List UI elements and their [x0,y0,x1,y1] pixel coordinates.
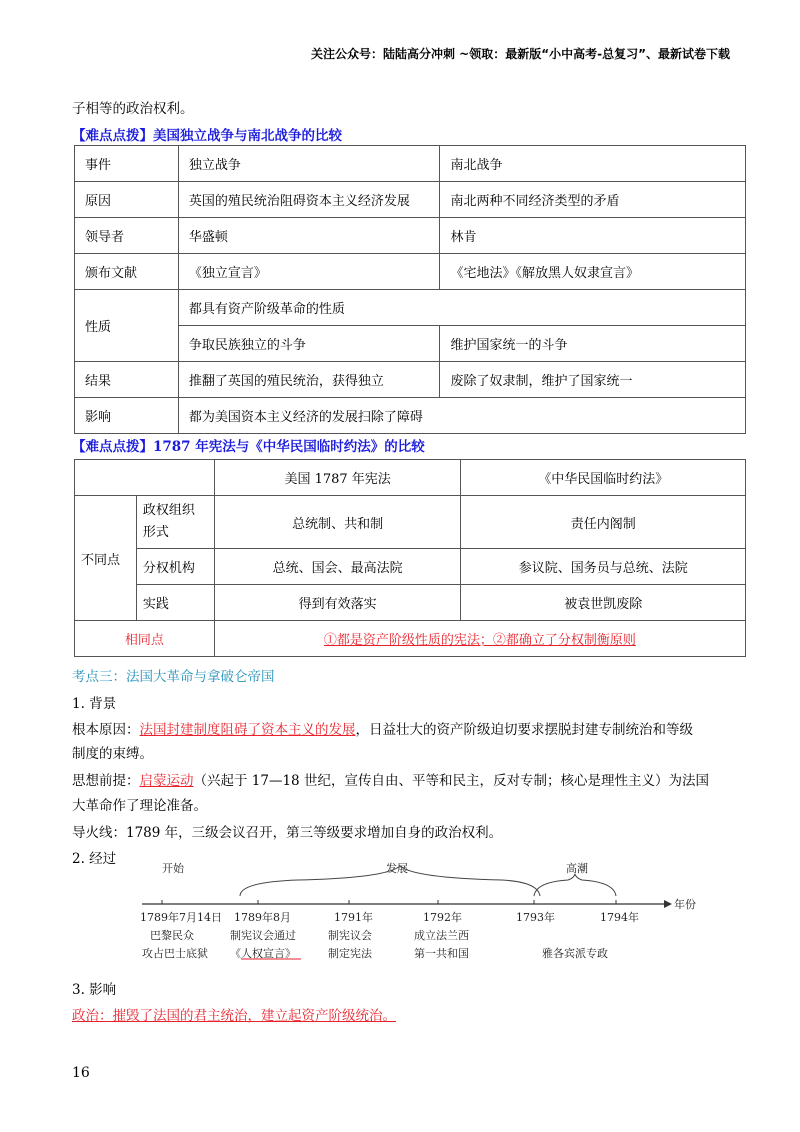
root-cause-line [72,718,693,738]
table-cell: 参议院、国务员与总统、法院 [461,549,746,585]
table-cell: 争取民族独立的斗争 [178,326,440,362]
table-cell: 结果 [75,362,179,398]
timeline-date: 1794年 [600,911,639,924]
table-row [75,362,746,398]
table-cell: 废除了奴隶制，维护了国家统一 [440,362,746,398]
table-cell: 性质 [75,290,179,362]
timeline-event: 攻占巴士底狱 [142,947,208,960]
table-cell: 《中华民国临时约法》 [461,460,746,496]
table-cell: 事件 [75,146,179,182]
table-cell: 责任内阁制 [461,496,746,549]
comparison-table-constitutions [74,459,746,657]
timeline-date: 1793年 [516,911,555,924]
table-row [75,218,746,254]
table-cell [75,460,215,496]
subsection-title: 2. 经过 [72,851,117,867]
section-title: 考点三：法国大革命与拿破仑帝国 [72,669,275,685]
timeline-climax-label: 高潮 [566,862,588,875]
table-row [75,621,746,657]
timeline-event: 第一共和国 [414,947,469,960]
table-cell: ①都是资产阶级性质的宪法；②都确立了分权制衡原则 [214,621,745,657]
timeline-event: 制宪议会通过 [230,929,296,942]
timeline-event: 《人权宣言》 [230,947,296,960]
timeline-date: 1792年 [423,911,462,924]
timeline-axis-label: 年份 [674,898,696,911]
table-cell: 华盛顿 [178,218,440,254]
table-cell: 林肯 [440,218,746,254]
page-header: 关注公众号：陆陆高分冲刺 ~领取：最新版“小中高考-总复习”、最新试卷下载 [311,47,730,61]
table-cell: 英国的殖民统治阻碍资本主义经济发展 [178,182,440,218]
heading-independence-vs-civilwar: 【难点点拨】美国独立战争与南北战争的比较 [72,128,342,144]
timeline-event: 制定宪法 [328,947,372,960]
table-cell: 颁布文献 [75,254,179,290]
highlight: 启蒙运动 [139,773,194,789]
table-cell: 《宅地法》《解放黑人奴隶宣言》 [440,254,746,290]
timeline-date: 1789年7月14日 [140,911,222,924]
table-cell: 领导者 [75,218,179,254]
table-cell: 都具有资产阶级革命的性质 [178,290,745,326]
table-cell: 政权组织形式 [136,496,214,549]
timeline-date: 1791年 [334,911,373,924]
table-cell: 得到有效落实 [214,585,461,621]
table-cell: 影响 [75,398,179,434]
text-line: 子相等的政治权利。 [72,101,194,117]
timeline-figure [138,858,708,968]
table-row [75,254,746,290]
table-cell: 总统制、共和制 [214,496,461,549]
table-cell: 维护国家统一的斗争 [440,326,746,362]
subsection-title: 3. 影响 [72,982,117,998]
table-cell: 分权机构 [136,549,214,585]
table-cell: 独立战争 [178,146,440,182]
thought-line [72,769,709,789]
text: ，日益壮大的资产阶级迫切要求摆脱封建专制统治和等级 [355,722,693,738]
table-row [75,290,746,326]
table-row [75,182,746,218]
text-line: 导火线：1789 年，三级会议召开，第三等级要求增加自身的政治权利。 [72,825,503,841]
table-cell: 实践 [136,585,214,621]
timeline-event: 雅各宾派专政 [542,947,608,960]
label: 思想前提： [72,773,140,789]
timeline-event: 制宪议会 [328,929,372,942]
table-row [75,398,746,434]
timeline-start-label: 开始 [162,862,184,875]
page-number: 16 [72,1065,90,1081]
table-cell: 被袁世凯废除 [461,585,746,621]
highlight: 法国封建制度阻碍了资本主义的发展 [139,722,356,738]
table-cell: 不同点 [75,496,137,621]
table-cell: 南北战争 [440,146,746,182]
table-row [75,460,746,496]
text-line: 大革命作了理论准备。 [72,798,207,814]
table-row [75,496,746,549]
subsection-title: 1. 背景 [72,696,117,712]
politics-impact: 政治：摧毁了法国的君主统治，建立起资产阶级统治。 [72,1008,396,1024]
table-row [75,146,746,182]
label: 根本原因： [72,722,140,738]
text: （兴起于 17—18 世纪，宣传自由、平等和民主，反对专制；核心是理性主义）为法国 [193,773,709,789]
comparison-table-wars [74,145,746,434]
table-cell: 原因 [75,182,179,218]
text-line: 制度的束缚。 [72,746,153,762]
timeline-date: 1789年8月 [234,911,291,924]
table-cell: 《独立宣言》 [178,254,440,290]
timeline-develop-label: 发展 [386,862,408,875]
timeline-event: 成立法兰西 [414,929,469,942]
table-cell: 推翻了英国的殖民统治，获得独立 [178,362,440,398]
table-cell: 总统、国会、最高法院 [214,549,461,585]
table-row [75,585,746,621]
heading-constitution-comparison: 【难点点拨】1787 年宪法与《中华民国临时约法》的比较 [72,439,425,455]
table-cell: 南北两种不同经济类型的矛盾 [440,182,746,218]
table-row [75,549,746,585]
table-cell: 美国 1787 年宪法 [214,460,461,496]
table-cell: 相同点 [75,621,215,657]
timeline-event: 巴黎民众 [150,929,194,942]
table-cell: 都为美国资本主义经济的发展扫除了障碍 [178,398,745,434]
